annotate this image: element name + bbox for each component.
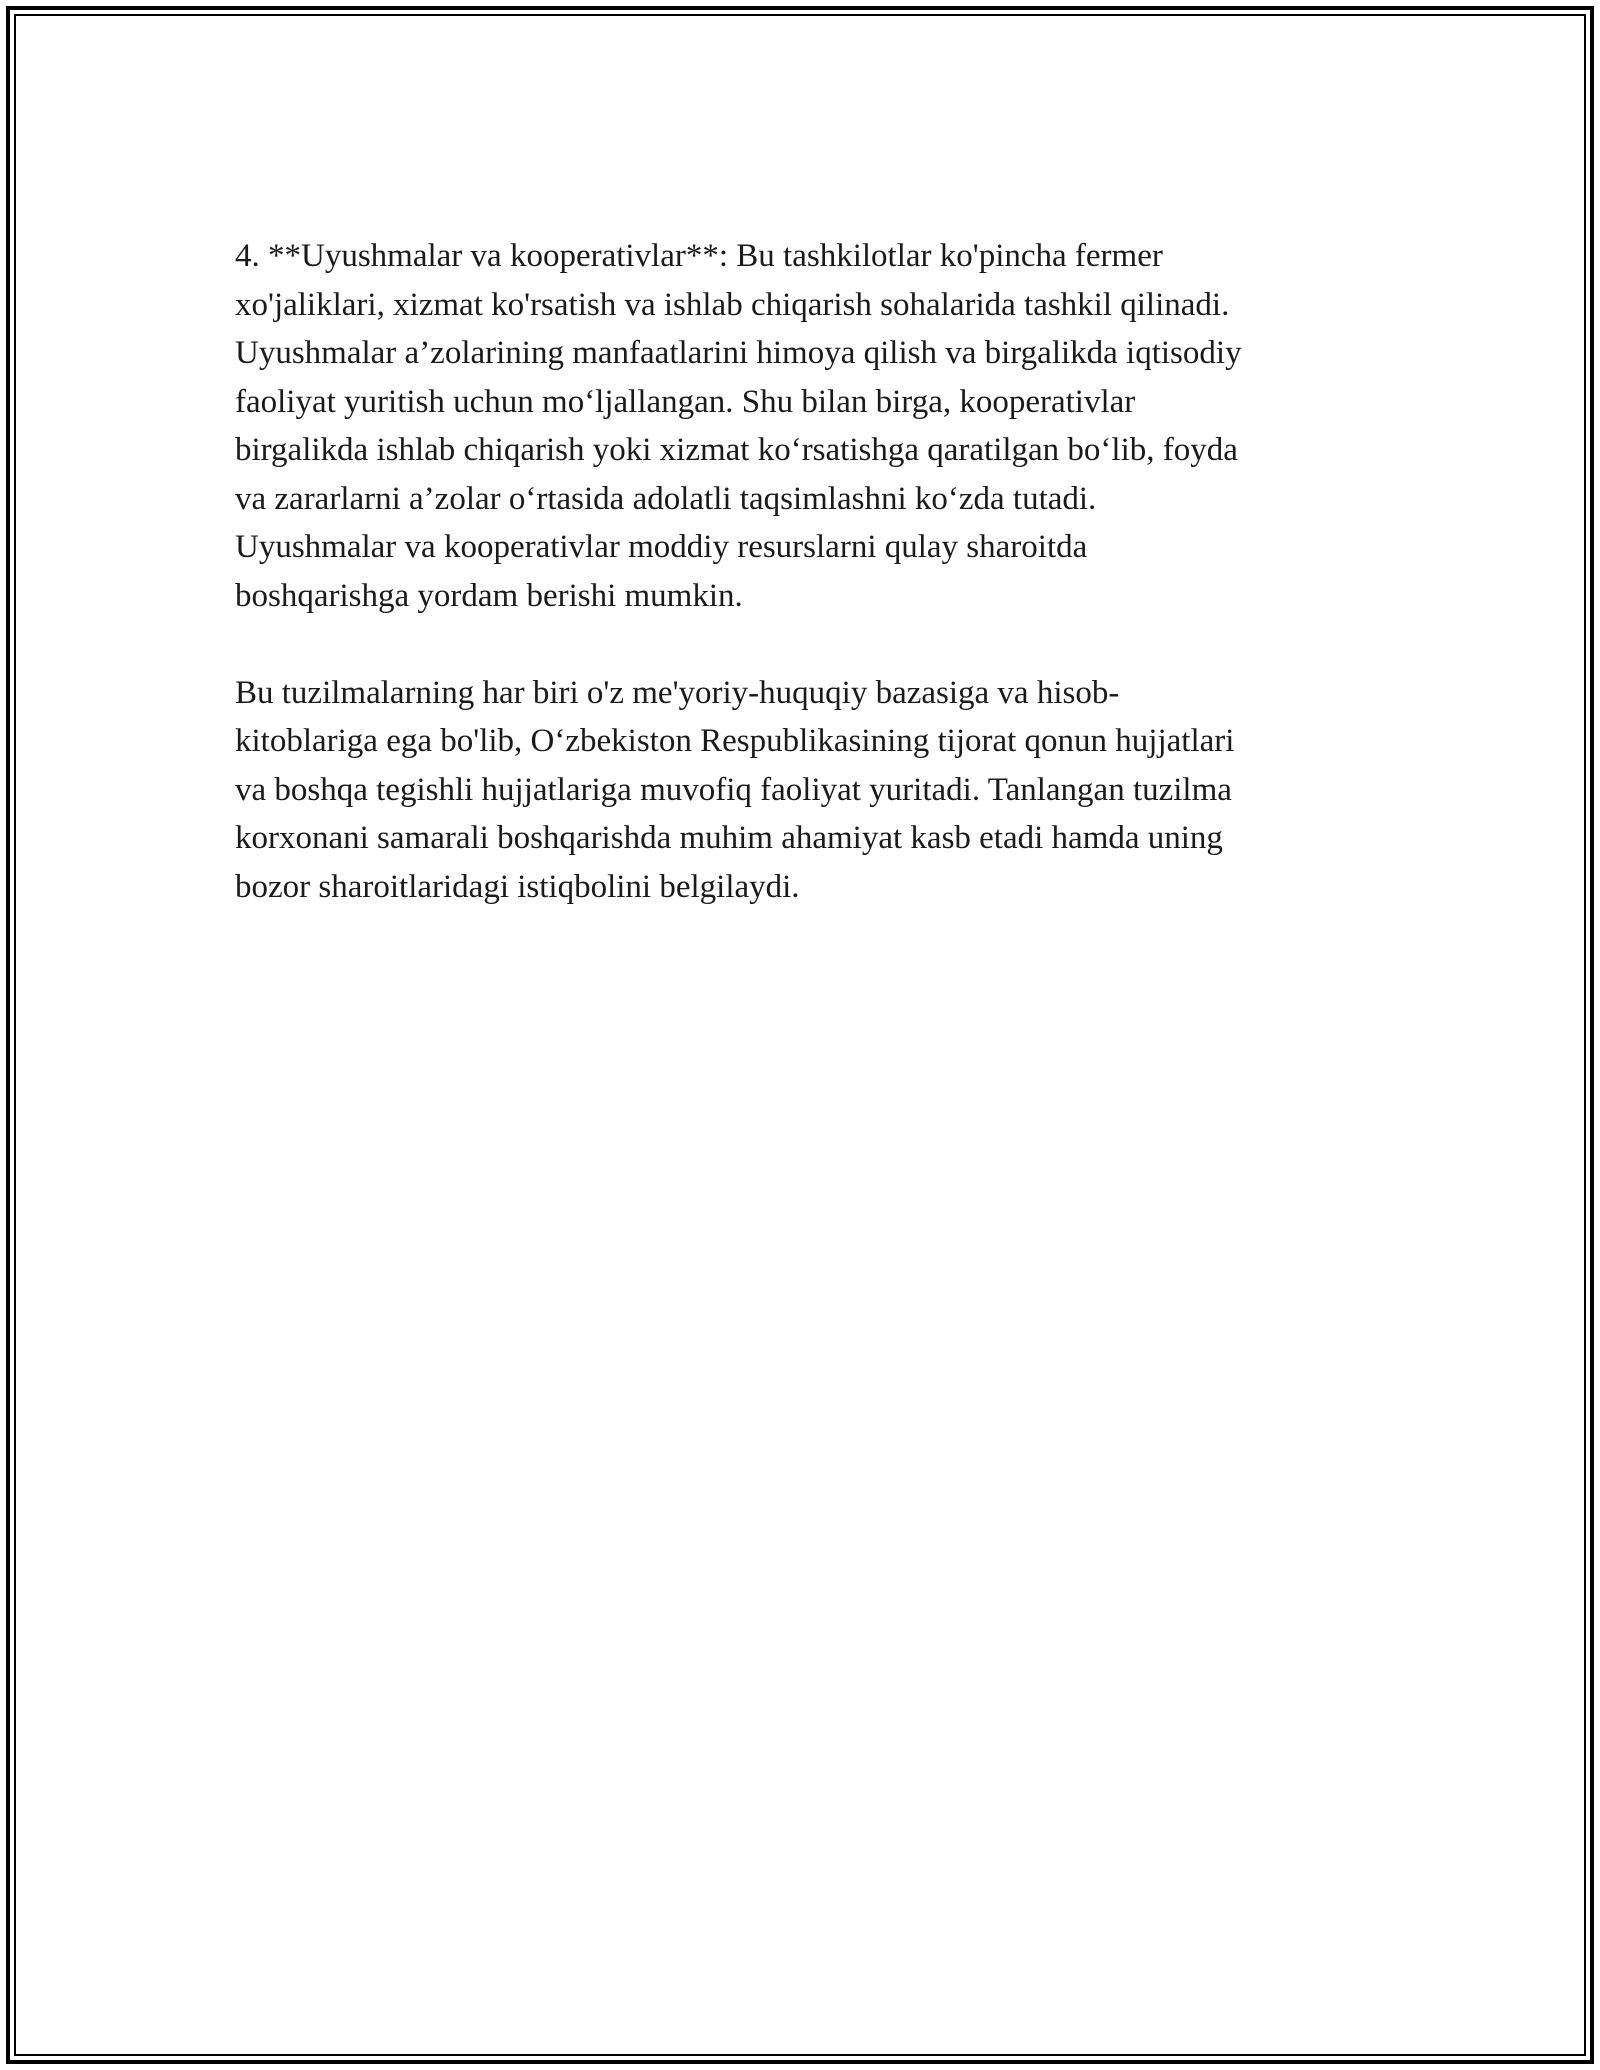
text-line: Uyushmalar a’zolarining manfaatlarini himoya qilish va birgalikda iqtisodiy — [235, 335, 1242, 371]
text-line: Uyushmalar va kooperativlar moddiy resurslarni qulay sharoitda — [235, 529, 1088, 565]
document-body — [235, 232, 1375, 911]
text-line: xo'jaliklari, xizmat ko'rsatish va ishlab chiqarish sohalarida tashkil qilinadi. — [235, 286, 1230, 323]
text-line: faoliyat yuritish uchun mo‘ljallangan. Shu bilan birga, kooperativlar — [235, 383, 1136, 420]
text-line: korxonani samarali boshqarishda muhim ahamiyat kasb etadi hamda uning — [235, 820, 1223, 856]
text-line: kitoblariga ega bo'lib, O‘zbekiston Respublikasining tijorat qonun hujjatlari — [235, 723, 1235, 759]
paragraph-conclusion — [235, 669, 1375, 912]
text-line: Bu tuzilmalarning har biri o'z me'yoriy-huquqiy bazasiga va hisob- — [235, 674, 1120, 711]
text-line: birgalikda ishlab chiqarish yoki xizmat ko‘rsatishga qaratilgan bo‘lib, foyda — [235, 432, 1238, 468]
paragraph-cooperatives — [235, 232, 1375, 620]
text-line: va boshqa tegishli hujjatlariga muvofiq faoliyat yuritadi. Tanlangan tuzilma — [235, 771, 1232, 808]
text-line: va zararlarni a’zolar o‘rtasida adolatli taqsimlashni ko‘zda tutadi. — [235, 480, 1097, 517]
text-line: 4. **Uyushmalar va kooperativlar**: Bu tashkilotlar ko'pincha fermer — [235, 238, 1163, 274]
text-line: boshqarishga yordam berishi mumkin. — [235, 577, 743, 614]
text-line: bozor sharoitlaridagi istiqbolini belgilaydi. — [235, 868, 800, 905]
